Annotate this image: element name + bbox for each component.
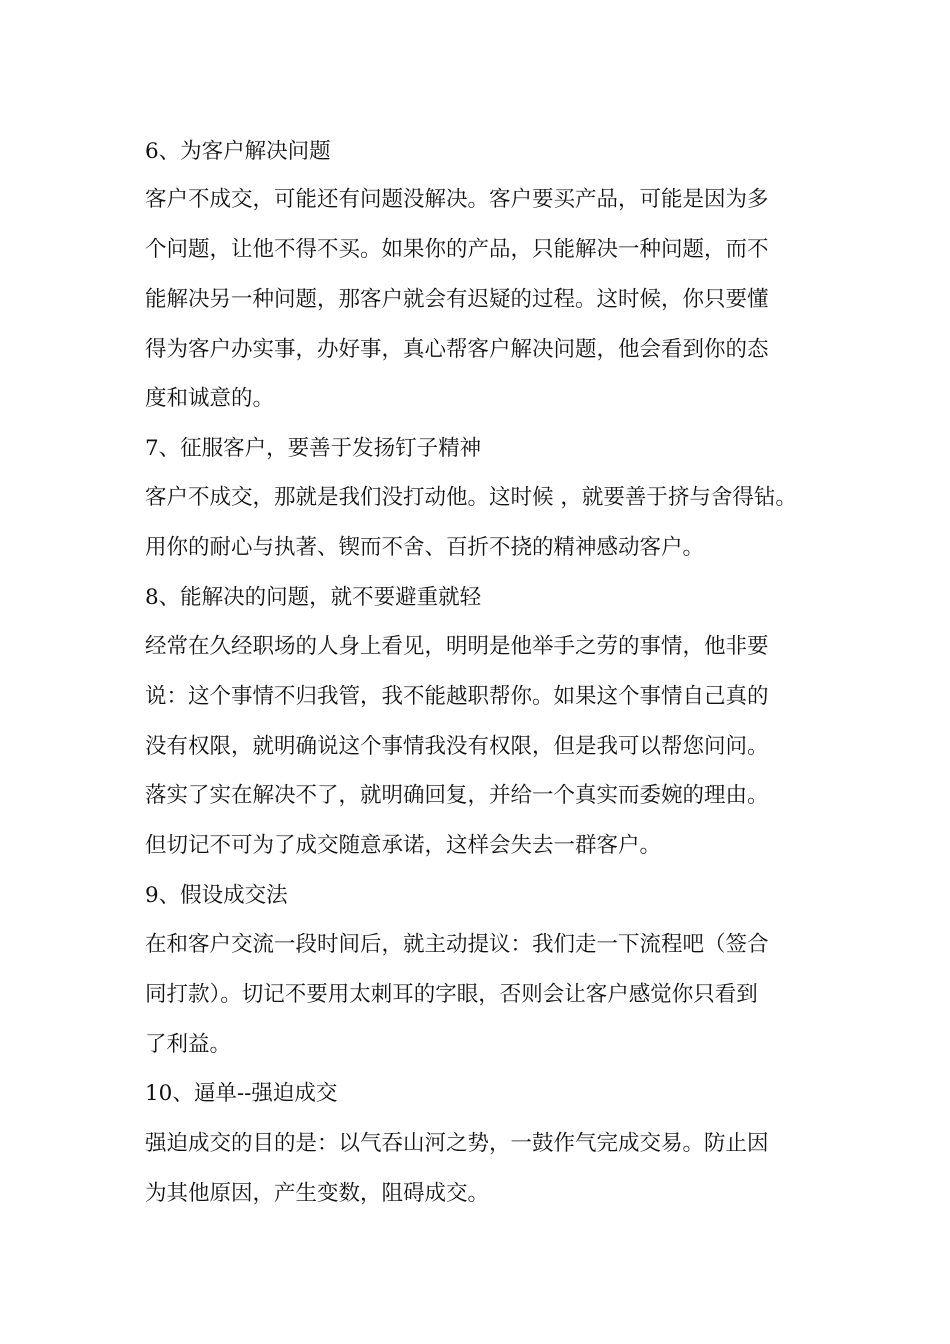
- body-line: 用你的耐心与执著、锲而不舍、百折不挠的精神感动客户。: [145, 535, 705, 560]
- body-line: 为其他原因，产生变数，阻碍成交。: [145, 1181, 490, 1206]
- body-line: 客户不成交，那就是我们没打动他。这时候 ，就要善于挤与舍得钻。: [145, 485, 797, 510]
- body-line: 同打款）。切记不要用太刺耳的字眼，否则会让客户感觉你只看到: [145, 982, 758, 1007]
- section-heading: 7、征服客户，要善于发扬钉子精神: [145, 436, 482, 461]
- body-line: 落实了实在解决不了，就明确回复，并给一个真实而委婉的理由。: [145, 783, 769, 808]
- body-line: 在和客户交流一段时间后，就主动提议：我们走一下流程吧（签合: [145, 932, 769, 957]
- body-line: 客户不成交，可能还有问题没解决。客户要买产品，可能是因为多: [145, 187, 769, 212]
- section-heading: 6、为客户解决问题: [145, 139, 331, 164]
- body-line: 能解决另一种问题，那客户就会有迟疑的过程。这时候，你只要懂: [145, 287, 769, 312]
- section-heading: 10、逼单--强迫成交: [145, 1081, 338, 1106]
- section-heading: 9、假设成交法: [145, 883, 288, 908]
- body-line: 没有权限，就明确说这个事情我没有权限，但是我可以帮您问问。: [145, 734, 769, 759]
- body-line: 说：这个事情不归我管，我不能越职帮你。如果这个事情自己真的: [145, 684, 769, 709]
- body-line: 强迫成交的目的是：以气吞山河之势，一鼓作气完成交易。防止因: [145, 1131, 769, 1156]
- body-line: 了利益。: [145, 1032, 232, 1057]
- body-line: 经常在久经职场的人身上看见，明明是他举手之劳的事情，他非要: [145, 634, 769, 659]
- section-heading: 8、能解决的问题，就不要避重就轻: [145, 585, 482, 610]
- body-line: 个问题，让他不得不买。如果你的产品，只能解决一种问题，而不: [145, 237, 769, 262]
- body-line: 度和诚意的。: [145, 386, 275, 411]
- body-line: 但切记不可为了成交随意承诺，这样会失去一群客户。: [145, 833, 662, 858]
- body-line: 得为客户办实事，办好事，真心帮客户解决问题，他会看到你的态: [145, 337, 769, 362]
